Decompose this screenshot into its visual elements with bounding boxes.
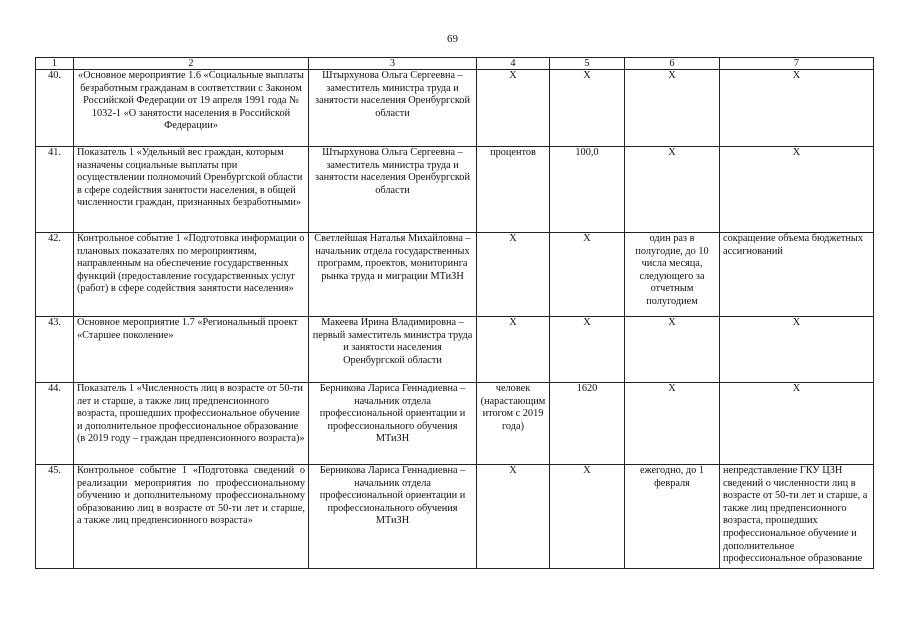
item-description: Показатель 1 «Удельный вес граждан, которым назначены социальные выплаты при осуществлении полномочий Оренбургской области в сфере содействия занятости населения, в общей численности граждан, признанных безработными» xyxy=(74,147,309,233)
row-number: 44. xyxy=(36,383,74,465)
consequence-cell: Х xyxy=(720,383,874,465)
value-cell: Х xyxy=(550,70,625,147)
table-row xyxy=(36,465,874,569)
item-description: Основное мероприятие 1.7 «Региональный проект «Старшее поколение» xyxy=(74,317,309,383)
header-cell-4: 4 xyxy=(477,58,550,70)
row-number: 41. xyxy=(36,147,74,233)
header-cell-3: 3 xyxy=(309,58,477,70)
item-description: Контрольное событие 1 «Подготовка информации о плановых показателях по мероприятиям, направленным на обеспечение государственных функций (предоставление государственных услуг (работ) в сфере содействия занятости населения» xyxy=(74,233,309,317)
deadline-cell: Х xyxy=(625,147,720,233)
consequence-cell: Х xyxy=(720,317,874,383)
unit-cell: Х xyxy=(477,317,550,383)
table-row xyxy=(36,233,874,317)
page-number: 69 xyxy=(447,33,458,45)
value-cell: Х xyxy=(550,233,625,317)
deadline-cell: Х xyxy=(625,70,720,147)
unit-cell: Х xyxy=(477,465,550,569)
responsible-person: Штырхунова Ольга Сергеевна – заместитель министра труда и занятости населения Оренбургской области xyxy=(309,70,477,147)
header-cell-2: 2 xyxy=(74,58,309,70)
item-description: «Основное мероприятие 1.6 «Социальные выплаты безработным гражданам в соответствии с Законом Российской Федерации от 19 апреля 1991 года № 1032-1 «О занятости населения в Российской Федерации» xyxy=(74,70,309,147)
value-cell: 1620 xyxy=(550,383,625,465)
responsible-person: Штырхунова Ольга Сергеевна – заместитель министра труда и занятости населения Оренбургской области xyxy=(309,147,477,233)
deadline-cell: Х xyxy=(625,383,720,465)
responsible-person: Макеева Ирина Владимировна – первый заместитель министра труда и занятости населения Оренбургской области xyxy=(309,317,477,383)
deadline-cell: Х xyxy=(625,317,720,383)
consequence-cell: Х xyxy=(720,70,874,147)
unit-cell: процентов xyxy=(477,147,550,233)
responsible-person: Берникова Лариса Геннадиевна – начальник отдела профессиональной ориентации и профессионального обучения МТиЗН xyxy=(309,465,477,569)
table-row xyxy=(36,317,874,383)
value-cell: 100,0 xyxy=(550,147,625,233)
unit-cell: Х xyxy=(477,70,550,147)
unit-cell: Х xyxy=(477,233,550,317)
table-row xyxy=(36,70,874,147)
deadline-cell: ежегодно, до 1 февраля xyxy=(625,465,720,569)
row-number: 45. xyxy=(36,465,74,569)
value-cell: Х xyxy=(550,317,625,383)
responsible-person: Берникова Лариса Геннадиевна – начальник отдела профессиональной ориентации и профессионального обучения МТиЗН xyxy=(309,383,477,465)
table-header-row xyxy=(36,58,874,70)
row-number: 42. xyxy=(36,233,74,317)
header-cell-7: 7 xyxy=(720,58,874,70)
row-number: 40. xyxy=(36,70,74,147)
consequence-cell: Х xyxy=(720,147,874,233)
row-number: 43. xyxy=(36,317,74,383)
consequence-cell: непредставление ГКУ ЦЗН сведений о численности лиц в возрасте от 50-ти лет и старше, а также лиц предпенсионного возраста, прошедших профессиональное обучение и дополнительное профессиональное образование xyxy=(720,465,874,569)
responsible-person: Светлейшая Наталья Михайловна – начальник отдела государственных программ, проектов, мониторинга рынка труда и миграции МТиЗН xyxy=(309,233,477,317)
header-cell-5: 5 xyxy=(550,58,625,70)
consequence-cell: сокращение объема бюджетных ассигнований xyxy=(720,233,874,317)
deadline-cell: один раз в полугодие, до 10 числа месяца, следующего за отчетным полугодием xyxy=(625,233,720,317)
value-cell: Х xyxy=(550,465,625,569)
unit-cell: человек (нарастающим итогом с 2019 года) xyxy=(477,383,550,465)
item-description: Контрольное событие 1 «Подготовка сведений о реализации мероприятия по профессиональному обучению и дополнительному профессиональному образованию лиц в возрасте от 50-ти лет и старше, а также лиц предпенсионного возраста» xyxy=(74,465,309,569)
header-cell-6: 6 xyxy=(625,58,720,70)
header-cell-1: 1 xyxy=(36,58,74,70)
table-row xyxy=(36,383,874,465)
item-description: Показатель 1 «Численность лиц в возрасте от 50-ти лет и старше, а также лиц предпенсионного возраста, прошедших профессиональное обучение и дополнительное профессиональное образование (в 2019 году – граждан предпенсионного возраста)» xyxy=(74,383,309,465)
program-table xyxy=(35,57,874,569)
table-row xyxy=(36,147,874,233)
